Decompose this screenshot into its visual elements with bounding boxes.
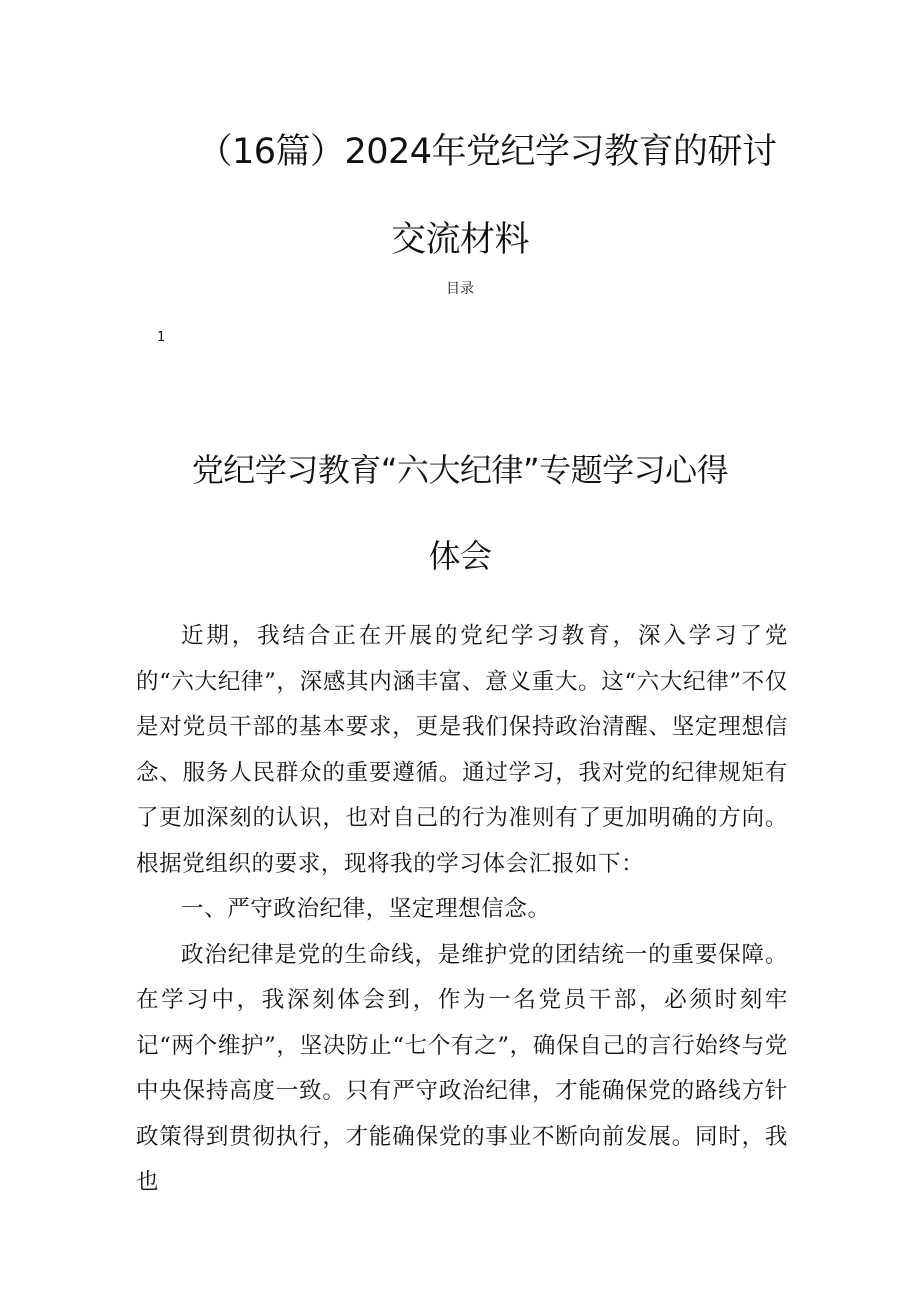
toc-entry-number: 1	[157, 330, 166, 345]
table-of-contents-label: 目录	[446, 281, 474, 297]
political-discipline-paragraph: 政治纪律是党的生命线，是维护党的团结统一的重要保障。在学习中，我深刻体会到，作为一名党员干部，必须时刻牢记“两个维护”，坚决防止“七个有之”，确保自己的言行始终与党中央保持高度一致。只有严守政治纪律，才能确保党的路线方针政策得到贯彻执行，才能确保党的事业不断向前发展。同时，我也	[136, 941, 788, 1195]
section-title-line1: 党纪学习教育“六大纪律”专题学习心得	[191, 451, 729, 489]
document-title-line2: 交流材料	[390, 220, 529, 260]
section-title-line2: 体会	[428, 537, 492, 575]
section-body	[136, 614, 788, 1206]
intro-paragraph: 近期，我结合正在开展的党纪学习教育，深入学习了党的“六大纪律”，深感其内涵丰富、意义重大。这“六大纪律”不仅是对党员干部的基本要求，更是我们保持政治清醒、坚定理想信念、服务人民群众的重要遵循。通过学习，我对党的纪律规矩有了更加深刻的认识，也对自己的行为准则有了更加明确的方向。根据党组织的要求，现将我的学习体会汇报如下：	[136, 623, 788, 877]
subheading-paragraph: 一、严守政治纪律，坚定理想信念。	[181, 896, 551, 922]
document-title-line1: （16篇）2024年党纪学习教育的研讨	[197, 132, 777, 172]
